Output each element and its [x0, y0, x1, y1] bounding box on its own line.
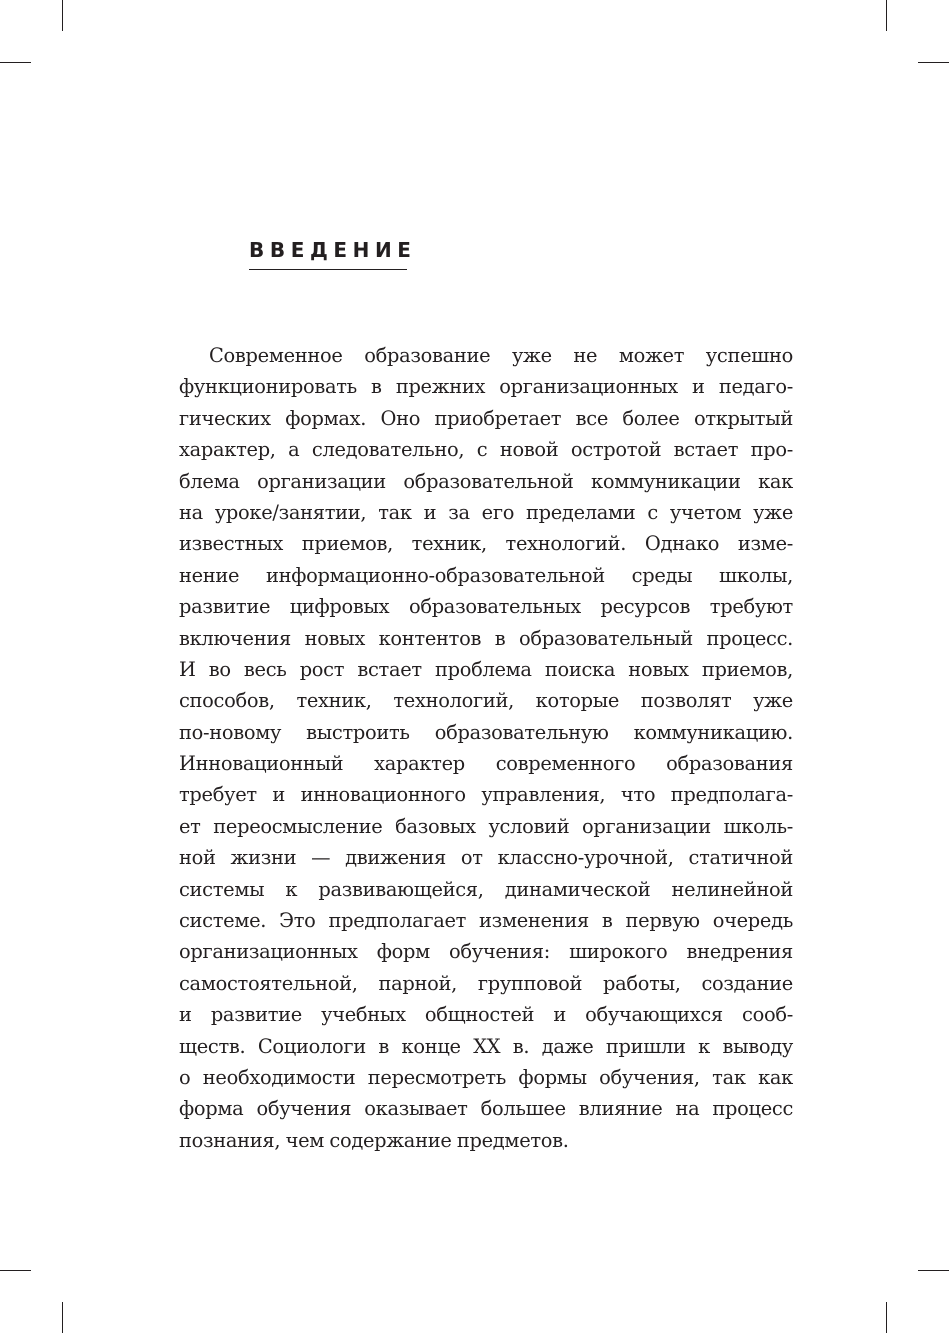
paragraph-line: форма обучения оказывает большее влияние на процесс: [179, 1097, 793, 1121]
crop-mark-top-left-horizontal: [0, 62, 31, 63]
paragraph-line: требует и инновационного управления, что предполага-: [179, 783, 793, 807]
paragraph-line: организационных форм обучения: широкого внедрения: [179, 940, 793, 964]
paragraph-line: развитие цифровых образовательных ресурсов требуют: [179, 595, 793, 619]
paragraph-line: И во весь рост встает проблема поиска новых приемов,: [179, 657, 793, 681]
paragraph-line: самостоятельной, парной, групповой работы, создание: [179, 971, 793, 995]
paragraph-line: известных приемов, техник, технологий. Однако изме-: [179, 532, 793, 556]
paragraph-line: гических формах. Оно приобретает все более открытый: [179, 406, 793, 430]
crop-mark-bottom-right-vertical: [886, 1302, 887, 1333]
paragraph-line: познания, чем содержание предметов.: [179, 1128, 569, 1152]
paragraph-line: ной жизни — движения от классно-урочной, статичной: [179, 846, 793, 870]
paragraph-line: ет переосмысление базовых условий организации школь-: [179, 814, 793, 838]
crop-mark-top-right-horizontal: [918, 62, 949, 63]
crop-mark-bottom-left-horizontal: [0, 1270, 31, 1271]
intro-paragraph: [179, 340, 793, 1156]
crop-mark-top-left-vertical: [62, 0, 63, 31]
paragraph-line: способов, техник, технологий, которые позволят уже: [179, 689, 793, 713]
paragraph-line: по-новому выстроить образовательную коммуникацию.: [179, 720, 793, 744]
paragraph-line: на уроке/занятии, так и за его пределами с учетом уже: [179, 500, 793, 524]
paragraph-line: блема организации образовательной коммуникации как: [179, 469, 793, 493]
crop-mark-bottom-left-vertical: [62, 1302, 63, 1333]
crop-mark-top-right-vertical: [886, 0, 887, 31]
paragraph-line: системы к развивающейся, динамической нелинейной: [179, 877, 793, 901]
paragraph-line: функционировать в прежних организационных и педаго-: [179, 375, 793, 399]
paragraph-line: Современное образование уже не может успешно: [209, 344, 793, 367]
heading-underline: [249, 269, 407, 270]
crop-mark-bottom-right-horizontal: [918, 1270, 949, 1271]
paragraph-line: ществ. Социологи в конце XX в. даже пришли к выводу: [179, 1034, 793, 1058]
paragraph-line: и развитие учебных общностей и обучающихся сооб-: [179, 1003, 793, 1027]
paragraph-line: включения новых контентов в образовательный процесс.: [179, 626, 793, 650]
paragraph-line: системе. Это предполагает изменения в первую очередь: [179, 909, 793, 933]
paragraph-line: Инновационный характер современного образования: [179, 752, 793, 776]
paragraph-line: нение информационно-образовательной среды школы,: [179, 563, 793, 587]
paragraph-line: о необходимости пересмотреть формы обучения, так как: [179, 1065, 793, 1089]
chapter-heading: ВВЕДЕНИЕ: [249, 238, 417, 262]
paragraph-line: характер, а следовательно, с новой остротой встает про-: [179, 438, 793, 462]
